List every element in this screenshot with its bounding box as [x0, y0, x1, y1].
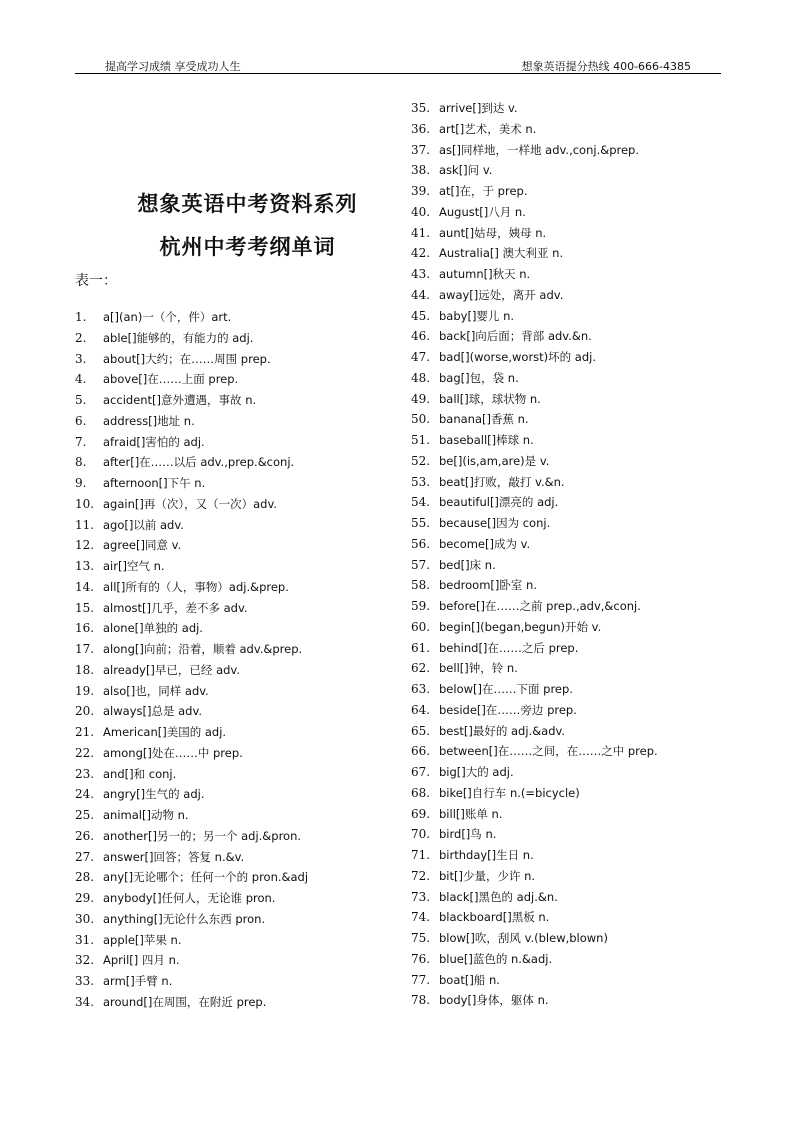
entry-text: all[]所有的（人，事物）adj.&prep. — [103, 579, 289, 594]
entry-number: 12. — [75, 538, 95, 553]
word-entry — [411, 928, 658, 949]
word-list-left — [75, 307, 308, 1013]
entry-number: 36. — [411, 121, 431, 136]
entry-number: 47. — [411, 350, 431, 364]
entry-text: body[]身体，躯体 n. — [439, 993, 549, 1008]
entry-text: agree[]同意 v. — [103, 538, 182, 553]
entry-number: 30. — [75, 911, 95, 926]
entry-text: bed[]床 n. — [439, 557, 496, 572]
entry-number: 65. — [411, 723, 431, 738]
entry-number: 13. — [75, 559, 95, 573]
entry-text: air[]空气 n. — [103, 559, 165, 573]
entry-number: 58. — [411, 578, 431, 593]
entry-text: autumn[]秋天 n. — [439, 267, 531, 281]
word-entry — [411, 181, 658, 202]
entry-text: and[]和 conj. — [103, 766, 177, 781]
entry-text: after[]在……以后 adv.,prep.&conj. — [103, 455, 295, 470]
word-entry — [75, 577, 308, 598]
word-entry — [411, 990, 658, 1011]
entry-text: before[]在……之前 prep.,adv,&conj. — [439, 599, 641, 613]
word-entry — [75, 328, 308, 349]
entry-text: angry[]生气的 adj. — [103, 787, 205, 802]
word-entry — [75, 909, 308, 930]
entry-number: 7. — [75, 434, 87, 449]
entry-text: anything[]无论什么东西 pron. — [103, 911, 266, 926]
word-entry — [411, 887, 658, 908]
word-entry — [75, 660, 308, 681]
word-entry — [75, 701, 308, 722]
word-entry — [75, 992, 308, 1013]
word-entry — [411, 555, 658, 576]
entry-number: 22. — [75, 745, 95, 760]
entry-number: 59. — [411, 599, 431, 613]
entry-text: because[]因为 conj. — [439, 516, 551, 530]
entry-number: 1. — [75, 310, 87, 324]
word-entry — [411, 845, 658, 866]
entry-text: beside[]在……旁边 prep. — [439, 702, 577, 717]
entry-text: Australia[] 澳大利亚 n. — [439, 246, 564, 261]
entry-number: 41. — [411, 225, 431, 240]
word-entry — [75, 826, 308, 847]
word-entry — [411, 721, 658, 742]
word-entry — [75, 307, 308, 328]
word-entry — [75, 432, 308, 453]
word-entry — [411, 472, 658, 493]
entry-number: 61. — [411, 640, 431, 655]
entry-number: 50. — [411, 412, 431, 427]
word-entry — [411, 824, 658, 845]
entry-text: back[]向后面；背部 adv.&n. — [439, 329, 592, 344]
word-entry — [411, 534, 658, 555]
word-entry — [75, 473, 308, 494]
entry-number: 32. — [75, 953, 95, 968]
table-label: 表一： — [75, 273, 117, 289]
entry-number: 69. — [411, 806, 431, 821]
word-entry — [411, 949, 658, 970]
entry-number: 33. — [75, 974, 95, 988]
entry-text: birthday[]生日 n. — [439, 848, 534, 862]
entry-number: 8. — [75, 455, 87, 470]
entry-number: 23. — [75, 766, 95, 781]
entry-text: anybody[]任何人，无论谁 pron. — [103, 891, 276, 905]
entry-number: 55. — [411, 516, 431, 530]
entry-number: 78. — [411, 993, 431, 1008]
entry-number: 2. — [75, 330, 87, 345]
word-entry — [411, 409, 658, 430]
word-entry — [75, 847, 308, 868]
page-header — [75, 55, 721, 73]
word-entry — [411, 430, 658, 451]
entry-text: able[]能够的，有能力的 adj. — [103, 330, 254, 345]
entry-number: 3. — [75, 351, 87, 366]
word-entry — [411, 492, 658, 513]
entry-text: bill[]账单 n. — [439, 806, 503, 821]
entry-text: blue[]蓝色的 n.&adj. — [439, 951, 553, 966]
word-entry — [75, 535, 308, 556]
entry-number: 19. — [75, 683, 95, 698]
word-entry — [411, 98, 658, 119]
entry-text: another[]另一的；另一个 adj.&pron. — [103, 828, 302, 843]
word-entry — [75, 639, 308, 660]
entry-text: August[]八月 n. — [439, 204, 526, 219]
entry-text: address[]地址 n. — [103, 413, 195, 428]
entry-text: baseball[]棒球 n. — [439, 433, 534, 447]
entry-number: 49. — [411, 391, 431, 406]
word-entry — [75, 556, 308, 577]
entry-text: blackboard[]黑板 n. — [439, 910, 550, 925]
entry-number: 14. — [75, 579, 95, 594]
word-entry — [411, 513, 658, 534]
entry-text: ago[]以前 adv. — [103, 517, 184, 532]
entry-text: ask[]问 v. — [439, 163, 493, 178]
word-entry — [75, 764, 308, 785]
word-entry — [75, 805, 308, 826]
entry-number: 6. — [75, 413, 87, 428]
entry-text: arrive[]到达 v. — [439, 101, 518, 115]
entry-text: be[](is,am,are)是 v. — [439, 453, 550, 468]
word-entry — [75, 681, 308, 702]
word-entry — [75, 867, 308, 888]
entry-number: 67. — [411, 765, 431, 779]
entry-number: 66. — [411, 744, 431, 759]
entry-text: above[]在……上面 prep. — [103, 372, 239, 387]
entry-text: April[] 四月 n. — [103, 953, 180, 968]
entry-text: black[]黑色的 adj.&n. — [439, 889, 558, 904]
entry-text: arm[]手臂 n. — [103, 974, 173, 988]
word-entry — [411, 804, 658, 825]
entry-number: 21. — [75, 725, 95, 739]
entry-number: 56. — [411, 536, 431, 551]
word-entry — [411, 119, 658, 140]
word-entry — [75, 349, 308, 370]
entry-number: 60. — [411, 619, 431, 634]
entry-text: almost[]几乎，差不多 adv. — [103, 600, 248, 615]
entry-text: bag[]包，袋 n. — [439, 370, 519, 385]
entry-text: bedroom[]卧室 n. — [439, 578, 537, 593]
word-entry — [75, 411, 308, 432]
entry-number: 20. — [75, 704, 95, 719]
entry-text: along[]向前；沿着，顺着 adv.&prep. — [103, 642, 303, 656]
entry-number: 42. — [411, 246, 431, 261]
word-entry — [75, 452, 308, 473]
entry-text: between[]在……之间，在……之中 prep. — [439, 744, 658, 759]
entry-text: apple[]苹果 n. — [103, 932, 182, 947]
entry-text: below[]在……下面 prep. — [439, 682, 573, 696]
entry-text: art[]艺术，美术 n. — [439, 121, 537, 136]
entry-number: 35. — [411, 101, 431, 115]
entry-number: 75. — [411, 931, 431, 945]
document-series-title: 想象英语中考资料系列 — [137, 191, 358, 216]
entry-text: animal[]动物 n. — [103, 808, 189, 822]
word-entry — [411, 741, 658, 762]
entry-number: 39. — [411, 184, 431, 198]
entry-text: bike[]自行车 n.(=bicycle) — [439, 785, 580, 800]
entry-number: 34. — [75, 994, 95, 1009]
word-entry — [411, 368, 658, 389]
word-entry — [411, 389, 658, 410]
word-entry — [75, 930, 308, 951]
entry-text: among[]处在……中 prep. — [103, 745, 243, 760]
word-entry — [411, 202, 658, 223]
word-entry — [411, 700, 658, 721]
entry-number: 38. — [411, 163, 431, 178]
word-entry — [411, 638, 658, 659]
entry-text: around[]在周围，在附近 prep. — [103, 994, 267, 1009]
word-entry — [75, 369, 308, 390]
word-entry — [411, 783, 658, 804]
word-entry — [75, 971, 308, 992]
entry-text: big[]大的 adj. — [439, 765, 514, 779]
entry-number: 24. — [75, 787, 95, 802]
entry-text: beat[]打败，敲打 v.&n. — [439, 474, 565, 489]
word-entry — [75, 722, 308, 743]
word-entry — [411, 243, 658, 264]
word-entry — [411, 762, 658, 783]
entry-number: 52. — [411, 453, 431, 468]
word-entry — [75, 950, 308, 971]
entry-number: 29. — [75, 891, 95, 905]
entry-number: 44. — [411, 287, 431, 302]
entry-text: bell[]钟，铃 n. — [439, 661, 518, 676]
entry-number: 54. — [411, 495, 431, 510]
entry-text: as[]同样地，一样地 adv.,conj.&prep. — [439, 142, 640, 157]
entry-number: 37. — [411, 142, 431, 157]
entry-number: 25. — [75, 808, 95, 822]
entry-text: again[]再（次），又（一次）adv. — [103, 496, 278, 511]
entry-number: 73. — [411, 889, 431, 904]
entry-number: 70. — [411, 827, 431, 842]
entry-number: 11. — [75, 517, 95, 532]
entry-text: bird[]鸟 n. — [439, 827, 497, 842]
word-entry — [411, 907, 658, 928]
entry-text: about[]大约；在……周围 prep. — [103, 351, 271, 366]
entry-text: alone[]单独的 adj. — [103, 621, 203, 636]
word-entry — [411, 575, 658, 596]
entry-number: 45. — [411, 308, 431, 323]
entry-text: blow[]吹，刮风 v.(blew,blown) — [439, 931, 608, 945]
entry-text: bad[](worse,worst)坏的 adj. — [439, 350, 597, 364]
entry-number: 68. — [411, 785, 431, 800]
entry-text: a[](an)一（个，件）art. — [103, 310, 232, 324]
document-title: 杭州中考考纲单词 — [159, 234, 336, 259]
word-entry — [75, 743, 308, 764]
word-entry — [411, 285, 658, 306]
entry-number: 40. — [411, 204, 431, 219]
word-entry — [411, 596, 658, 617]
word-entry — [411, 306, 658, 327]
entry-text: bit[]少量，少许 n. — [439, 868, 536, 883]
entry-number: 27. — [75, 849, 95, 864]
entry-number: 31. — [75, 932, 95, 947]
word-entry — [75, 618, 308, 639]
entry-number: 18. — [75, 662, 95, 677]
entry-text: baby[]婴儿 n. — [439, 308, 515, 323]
header-slogan: 提高学习成绩 享受成功人生 — [105, 60, 241, 73]
entry-text: afraid[]害怕的 adj. — [103, 434, 205, 449]
header-divider — [75, 73, 721, 74]
word-entry — [75, 390, 308, 411]
word-entry — [411, 866, 658, 887]
entry-number: 72. — [411, 868, 431, 883]
word-entry — [75, 888, 308, 909]
entry-text: best[]最好的 adj.&adv. — [439, 723, 566, 738]
word-entry — [411, 617, 658, 638]
entry-text: answer[]回答；答复 n.&v. — [103, 849, 245, 864]
entry-number: 17. — [75, 642, 95, 656]
entry-text: ball[]球，球状物 n. — [439, 391, 541, 406]
entry-text: become[]成为 v. — [439, 536, 531, 551]
word-entry — [411, 160, 658, 181]
entry-text: behind[]在……之后 prep. — [439, 640, 579, 655]
entry-number: 51. — [411, 433, 431, 447]
entry-text: afternoon[]下午 n. — [103, 476, 206, 490]
word-entry — [75, 598, 308, 619]
entry-text: always[]总是 adv. — [103, 704, 203, 719]
entry-number: 74. — [411, 910, 431, 925]
entry-text: accident[]意外遭遇，事故 n. — [103, 393, 257, 407]
word-entry — [75, 515, 308, 536]
entry-number: 10. — [75, 496, 95, 511]
entry-text: also[]也，同样 adv. — [103, 683, 209, 698]
word-entry — [75, 784, 308, 805]
entry-number: 76. — [411, 951, 431, 966]
entry-text: begin[](began,begun)开始 v. — [439, 619, 602, 634]
entry-text: banana[]香蕉 n. — [439, 412, 529, 427]
word-entry — [411, 140, 658, 161]
word-entry — [411, 326, 658, 347]
entry-text: already[]早已，已经 adv. — [103, 662, 240, 677]
entry-number: 9. — [75, 476, 87, 490]
header-hotline: 想象英语提分热线 400-666-4385 — [521, 60, 691, 73]
entry-number: 4. — [75, 372, 87, 387]
word-entry — [411, 970, 658, 991]
entry-text: away[]远处，离开 adv. — [439, 287, 564, 302]
word-list-right — [411, 98, 658, 1011]
entry-text: American[]美国的 adj. — [103, 725, 227, 739]
entry-text: aunt[]姑母，姨母 n. — [439, 225, 547, 240]
entry-number: 46. — [411, 329, 431, 344]
entry-number: 71. — [411, 848, 431, 862]
word-entry — [411, 451, 658, 472]
entry-number: 53. — [411, 474, 431, 489]
entry-text: boat[]船 n. — [439, 972, 500, 987]
entry-number: 64. — [411, 702, 431, 717]
entry-number: 28. — [75, 870, 95, 885]
entry-text: any[]无论哪个；任何一个的 pron.&adj — [103, 870, 309, 885]
entry-number: 16. — [75, 621, 95, 636]
entry-number: 43. — [411, 267, 431, 281]
word-entry — [411, 223, 658, 244]
entry-number: 48. — [411, 370, 431, 385]
entry-text: at[]在，于 prep. — [439, 184, 528, 198]
word-entry — [411, 264, 658, 285]
entry-number: 62. — [411, 661, 431, 676]
word-entry — [75, 494, 308, 515]
word-entry — [411, 679, 658, 700]
entry-number: 15. — [75, 600, 95, 615]
entry-number: 5. — [75, 393, 87, 407]
entry-text: beautiful[]漂亮的 adj. — [439, 495, 559, 510]
word-entry — [411, 347, 658, 368]
entry-number: 26. — [75, 828, 95, 843]
entry-number: 63. — [411, 682, 431, 696]
entry-number: 77. — [411, 972, 431, 987]
word-entry — [411, 658, 658, 679]
entry-number: 57. — [411, 557, 431, 572]
